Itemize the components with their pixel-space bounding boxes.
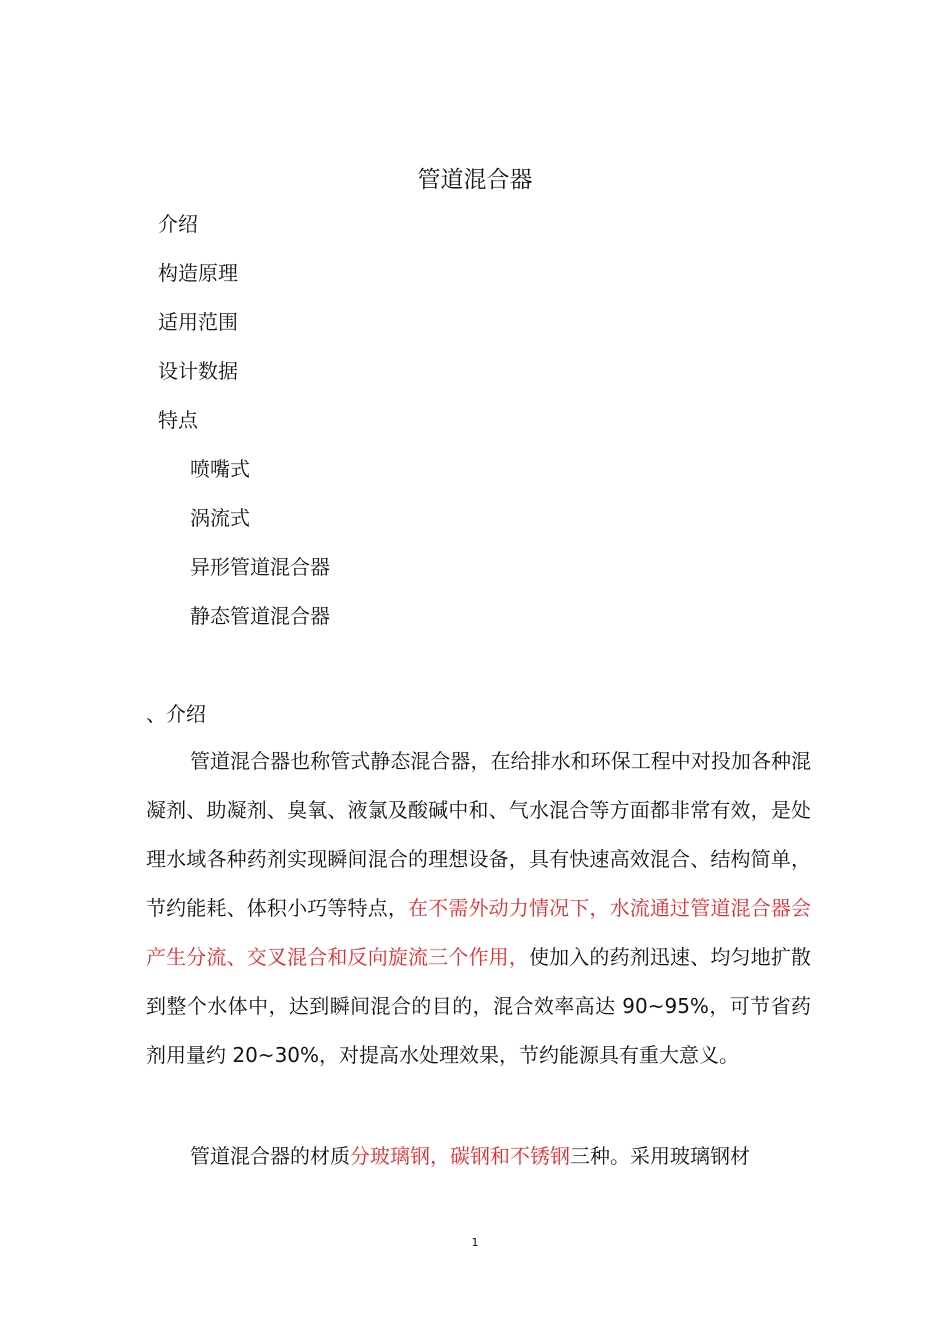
toc-item-shaped[interactable]: 异形管道混合器	[190, 555, 330, 579]
paragraph-text: 使加入的药剂迅速、均匀地扩散到整个水体中，达到瞬间混合的目的，混合效率高达 90~95%，可节省药剂用量约 20~30%，对提高水处理效果，节约能源具有重大意义。	[146, 945, 811, 1067]
toc-item-features[interactable]: 特点	[158, 408, 198, 432]
section-heading: 、介绍	[146, 702, 206, 726]
page-number: 1	[471, 1236, 479, 1249]
toc-item-design-data[interactable]: 设计数据	[158, 359, 238, 383]
body-paragraph-2	[146, 1132, 811, 1181]
toc-item-nozzle[interactable]: 喷嘴式	[190, 457, 250, 481]
highlighted-text: 在不需外动力情况下，水流通过管道混合器会产生分流、交叉混合和反向旋流三个作用，	[146, 896, 811, 969]
toc-item-intro[interactable]: 介绍	[158, 212, 198, 236]
toc-item-static[interactable]: 静态管道混合器	[190, 604, 330, 628]
body-paragraph-1	[146, 737, 811, 1080]
highlighted-text: 分玻璃钢，碳钢和不锈钢	[350, 1144, 570, 1168]
paragraph-text: 管道混合器也称管式静态混合器，在给排水和环保工程中对投加各种混凝剂、助凝剂、臭氧、液氯及酸碱中和、气水混合等方面都非常有效，是处理水域各种药剂实现瞬间混合的理想设备，具有快速高效混合、结构简单，节约能耗、体积小巧等特点，	[146, 749, 811, 920]
paragraph-text: 三种。采用玻璃钢材	[570, 1144, 750, 1168]
paragraph-text: 管道混合器的材质	[190, 1144, 350, 1168]
page-title: 管道混合器	[417, 167, 533, 193]
toc-item-vortex[interactable]: 涡流式	[190, 506, 250, 530]
toc-item-structure[interactable]: 构造原理	[158, 261, 238, 285]
toc-item-scope[interactable]: 适用范围	[158, 310, 238, 334]
